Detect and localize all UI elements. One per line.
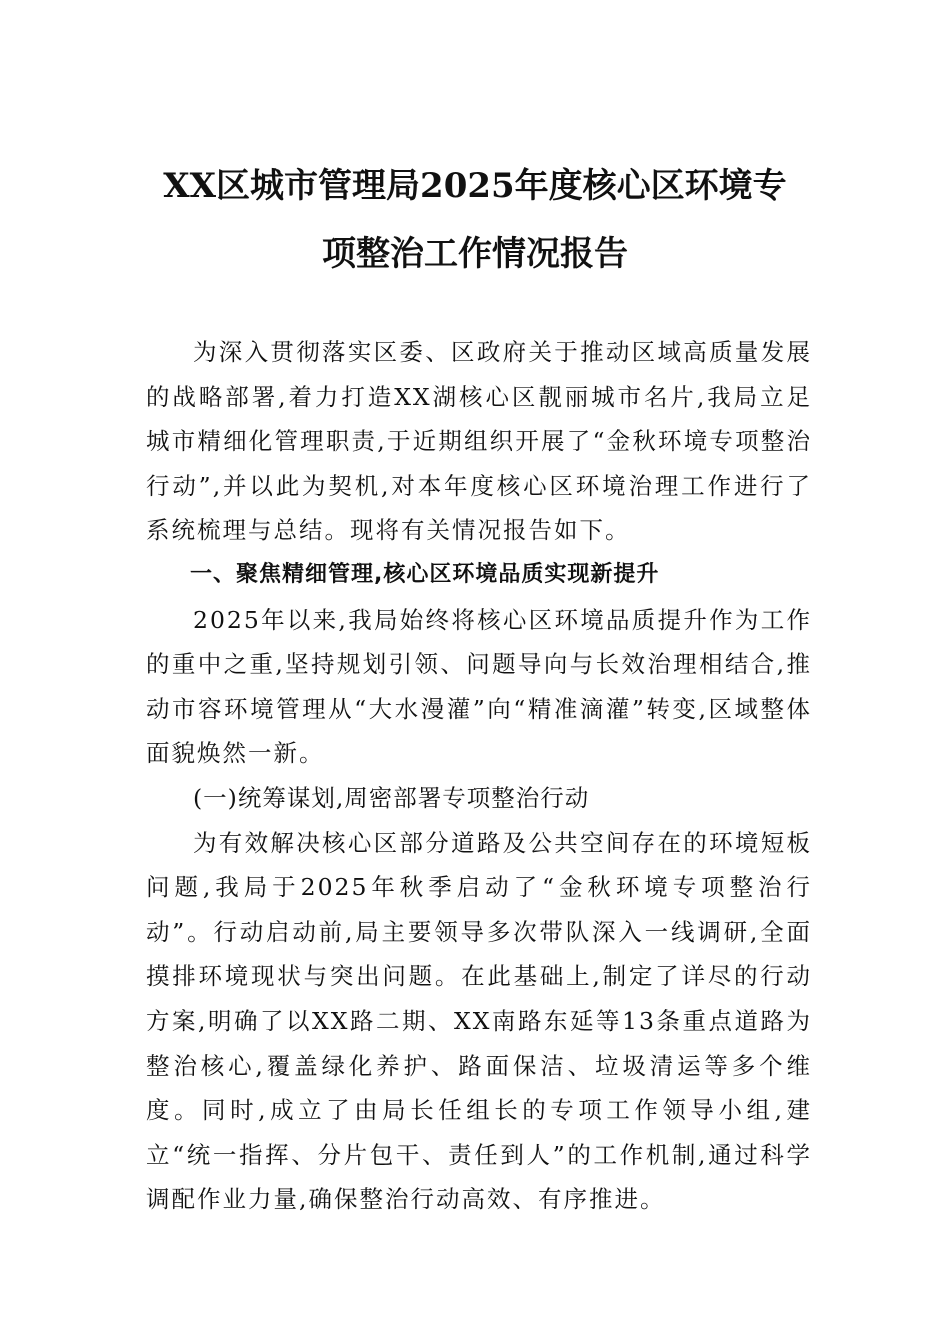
subsection-heading-1: (一)统筹谋划,周密部署专项整治行动 <box>193 783 590 812</box>
intro-paragraph: 为深入贯彻落实区委、区政府关于推动区域高质量发展的战略部署,着力打造XX湖核心区靓丽城市名片,我局立足城市精细化管理职责,于近期组织开展了“金秋环境专项整治行动”,并以此为契机,对本年度核心区环境治理工作进行了系统梳理与总结。现将有关情况报告如下。 <box>146 338 812 545</box>
document-title-line-2: 项整治工作情况报告 <box>322 234 628 274</box>
document-body <box>146 330 812 1222</box>
subsection-1-paragraph: 为有效解决核心区部分道路及公共空间存在的环境短板问题,我局于2025年秋季启动了“金秋环境专项整治行动”。行动启动前,局主要领导多次带队深入一线调研,全面摸排环境现状与突出问题。在此基础上,制定了详尽的行动方案,明确了以XX路二期、XX南路东延等13条重点道路为整治核心,覆盖绿化养护、路面保洁、垃圾清运等多个维度。同时,成立了由局长任组长的专项工作领导小组,建立“统一指挥、分片包干、责任到人”的工作机制,通过科学调配作业力量,确保整治行动高效、有序推进。 <box>146 828 812 1214</box>
section-1-paragraph: 2025年以来,我局始终将核心区环境品质提升作为工作的重中之重,坚持规划引领、问题导向与长效治理相结合,推动市容环境管理从“大水漫灌”向“精准滴灌”转变,区域整体面貌焕然一新。 <box>146 605 812 768</box>
section-heading-1: 一、聚焦精细管理,核心区环境品质实现新提升 <box>190 561 660 587</box>
document-title-line-1: XX区城市管理局2025年度核心区环境专 <box>163 166 787 206</box>
